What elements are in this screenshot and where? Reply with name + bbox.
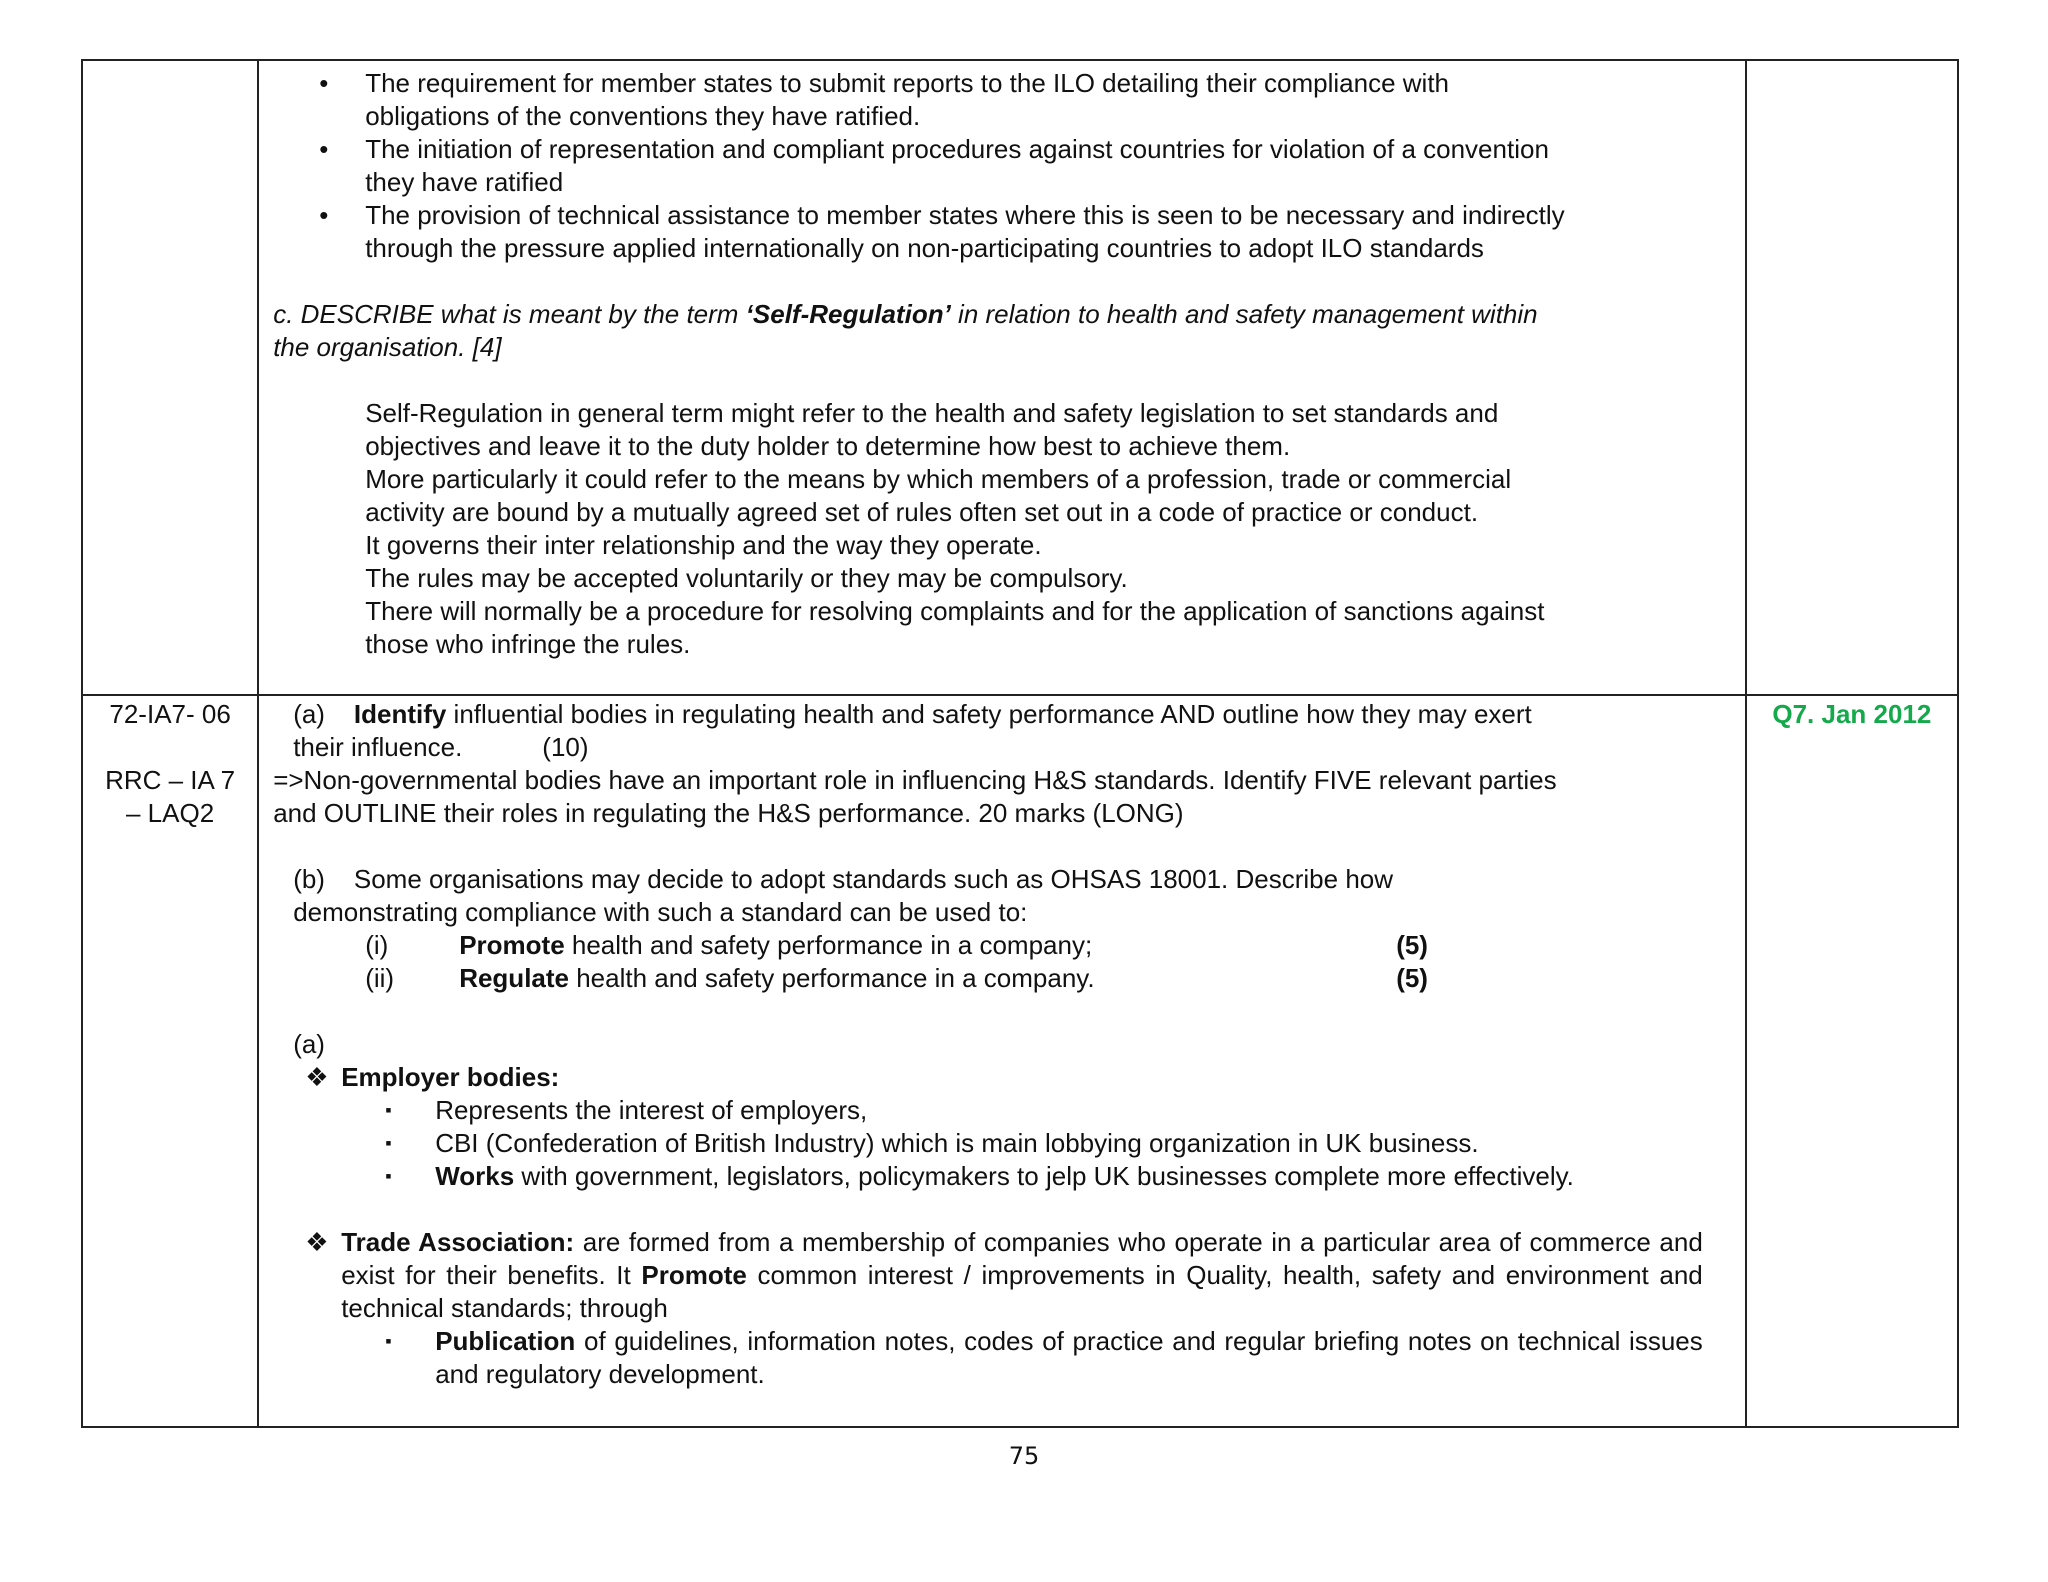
square-bullet-icon: ▪ <box>385 1132 392 1153</box>
alt-question: =>Non-governmental bodies have an important role in influencing H&S standards. Identify FIVE relevant parties and OUTLINE their roles in regulating the H&S performance. 20 marks (LONG) <box>273 764 1557 828</box>
diamond-bullet-icon: ❖ <box>305 1226 329 1257</box>
list-item: ▪ Represents the interest of employers, <box>385 1094 868 1125</box>
bullet-icon: • <box>319 68 329 98</box>
question-b: (b) Some organisations may decide to adopt standards such as OHSAS 18001. Describe how demonstrating compliance with such a standard can be used to: <box>293 863 1394 927</box>
square-bullet-icon: ▪ <box>385 1165 392 1186</box>
content-cell <box>258 695 1746 1427</box>
square-bullet-icon: ▪ <box>385 1099 392 1120</box>
list-item: (ii) Regulate health and safety performance in a company. (5) <box>365 962 1428 993</box>
question-c: c. DESCRIBE what is meant by the term ‘Self-Regulation’ in relation to health and safety management within the organisation. [4] <box>273 299 1538 362</box>
list-item: ▪ Publication of guidelines, information notes, codes of practice and regular briefing notes on technical issues and regulatory development. <box>385 1325 1703 1389</box>
content-table <box>81 59 1959 1428</box>
employer-bodies-heading: ❖ Employer bodies: <box>305 1061 560 1092</box>
ref-cell <box>82 695 258 1427</box>
side-cell <box>1746 60 1958 695</box>
table-row <box>82 695 1958 1427</box>
exam-reference: Q7. Jan 2012 <box>1772 698 1932 729</box>
page-number: 75 <box>1008 1442 1040 1470</box>
list-item: ▪ Works with government, legislators, policymakers to jelp UK businesses complete more effectively. <box>385 1160 1574 1191</box>
list-item: • The initiation of representation and compliant procedures against countries for violation of a convention they have ratified <box>319 134 1549 197</box>
table-row <box>82 60 1958 695</box>
self-regulation-answer: Self-Regulation in general term might refer to the health and safety legislation to set standards and objectives and leave it to the duty holder to determine how best to achieve them. More particularly it could refer to the means by which members of a profession, trade or commercial activity are bound by a mutually agreed set of rules often set out in a code of practice or conduct. It governs their inter relationship and the way they operate. The rules may be accepted voluntarily or they may be compulsory. There will normally be a procedure for resolving complaints and for the application of sanctions against those who infringe the rules. <box>365 398 1545 659</box>
bullet-icon: • <box>319 134 329 164</box>
bullet-icon: • <box>319 200 329 230</box>
side-cell <box>1746 695 1958 1427</box>
question-reference: 72-IA7- 06 RRC – IA 7 – LAQ2 <box>105 698 236 828</box>
list-item: (i) Promote health and safety performance in a company; (5) <box>365 929 1428 960</box>
ref-cell <box>82 60 258 695</box>
trade-association: ❖ Trade Association: are formed from a membership of companies who operate in a particular area of commerce and exist for their benefits. It Promote common interest / improvements in Quality, health, safety and environment and technical standards; through <box>305 1226 1703 1323</box>
list-item: • The provision of technical assistance to member states where this is seen to be necessary and indirectly through the pressure applied internationally on non-participating countries to adopt ILO standards <box>319 200 1565 263</box>
list-item: • The requirement for member states to submit reports to the ILO detailing their compliance with obligations of the conventions they have ratified. <box>319 68 1450 131</box>
answer-label: (a) <box>293 1028 325 1059</box>
question-a: (a) Identify influential bodies in regulating health and safety performance AND outline how they may exert their influence. (10) <box>293 698 1532 762</box>
content-cell <box>258 60 1746 695</box>
list-item: ▪ CBI (Confederation of British Industry) which is main lobbying organization in UK business. <box>385 1127 1479 1158</box>
diamond-bullet-icon: ❖ <box>305 1061 329 1092</box>
square-bullet-icon: ▪ <box>385 1330 392 1351</box>
